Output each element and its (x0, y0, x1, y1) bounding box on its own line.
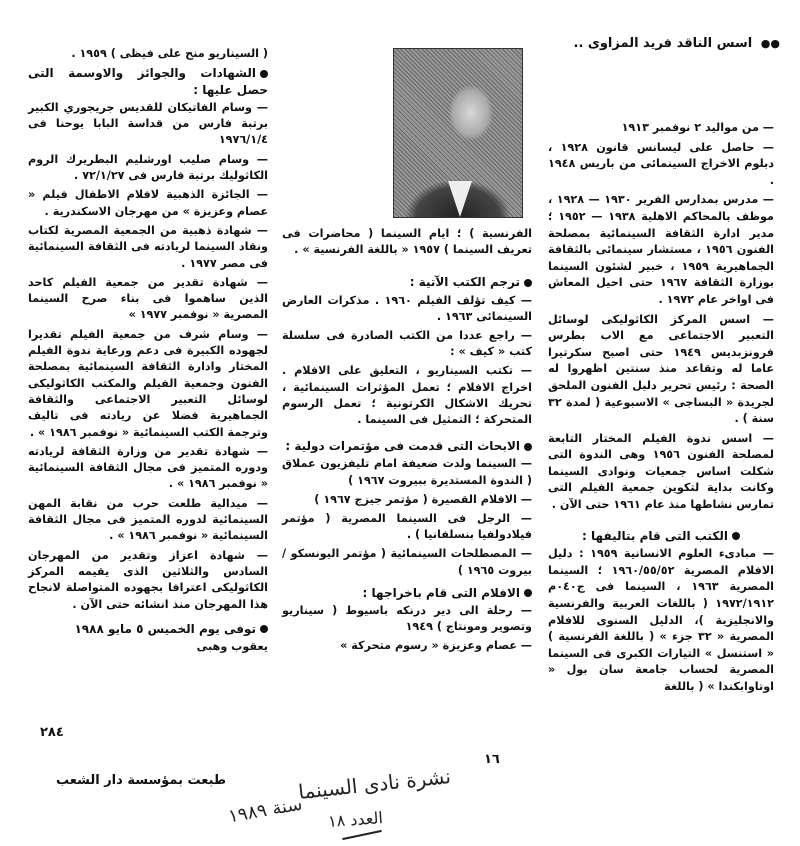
bio-item: — اسس ندوة الفيلم المختار التابعة لمصلحة الفنون ١٩٥٦ وهى الندوة التى شكلت اساس جمعيات ونوادى السينما وكانت بداية لتكوين جمعية الفيلم التى تمارس نشاطها منذ عام ١٩٦١ حتى الآن . (548, 431, 774, 512)
books-heading (548, 528, 774, 545)
award-item: — شهادة تقدير من وزارة الثقافة لريادته ودوره المتميز فى مجال الثقافة السينمائية « نوفمبر ١٩٨٦ » . (28, 444, 268, 491)
award-item: — وسام صليب اورشليم البطريرك الروم الكاثوليك برتبة فارس فى ٧٢/١/٢٧ . (28, 152, 268, 183)
bio-item: — من مواليد ٢ نوفمبر ١٩١٣ (621, 121, 774, 134)
film-item: — عصام وعزيزة « رسوم متحركة » (340, 639, 532, 653)
middle-column (282, 226, 532, 658)
handwritten-line-3: العدد ١٨ (327, 808, 384, 831)
bullet-icon (524, 443, 532, 451)
research-heading-text: الابحاث التى قدمت فى مؤتمرات دولية : (285, 439, 520, 454)
bullet-icon (732, 532, 740, 540)
bio-item: — مدرس بمدارس الفرير ١٩٣٠ — ١٩٢٨ ، موظف بالمحاكم الاهلية ١٩٣٨ — ١٩٥٢ ؛ مدير ادارة الثقافة السينمائية بمصلحة الفنون ١٩٥٦ ، مستشار سينمائى بالثقافة الجماهيرية ١٩٥٩ ، خبير لشئون السينما بوزارة الثقافة ١٩٦٧ حتى احيل المعاش فى اواخر عام ١٩٧٢ . (548, 193, 774, 306)
award-item: — شهادة اعزاز وتقدير من المهرجان السادس والثلاثين الذى يقيمه المركز الكاثوليكى اعترافا بجهوده المتواصلة لانجاح هذا المهرجان منذ انشائه حتى الآن . (28, 548, 268, 611)
left-page-number: ٢٨٤ (40, 725, 64, 740)
translation-item: — كيف تؤلف الفيلم ١٩٦٠ . مذكرات العارض السينمائى ١٩٦٣ . (282, 293, 532, 323)
award-item: — ميدالية طلعت حرب من نقابة المهن السينمائية لدوره المتميز فى مجال الثقافة السينمائية « نوفمبر ١٩٨٦ » . (28, 496, 268, 543)
article-title-text: اسس الناقد فريد المزاوى .. (573, 36, 753, 51)
right-column (548, 120, 774, 699)
page-number: ١٦ (484, 752, 500, 767)
translation-item: — تكتب السيناريو ، التعليق على الافلام . اخراج الافلام ؛ تعمل المؤثرات السينمائية ، تحريك الاشكال الكرتونية ؛ تعمل الرسوم المتحركة ؛ التمثيل فى السينما . (282, 364, 532, 427)
research-item: — السينما ولدت ضعيفة امام تليفزيون عملاق ( الندوة المستديرة ببيروت ١٩٦٧ ) (282, 457, 532, 487)
handwritten-annotation (226, 764, 468, 842)
printer-line: طبعت بمؤسسة دار الشعب (56, 773, 227, 788)
bullet-icon (260, 70, 268, 78)
bio-item: — اسس المركز الكاثوليكى لوسائل التعبير الاجتماعى مع الاب بطرس فرونزبديس ١٩٤٩ حتى اصبح سكرتيرا عاما له وتقاعد منذ سنتين اظهروا له الصحة : رئيس تحرير دليل الفنون الملحق لجريدة « البساجى » الاسبوعية ( لمدة ٣٢ سنة ) . (548, 312, 774, 426)
award-item: — وسام الفاتيكان للقديس جريجوري الكبير برتبة فارس من قداسة البابا يوحنا فى ١٩٧٦/١/٤ (28, 100, 268, 147)
article-title (550, 36, 780, 51)
portrait-photo (393, 48, 523, 218)
handwritten-line-2: سنة ١٩٨٩ (226, 793, 304, 828)
research-item: — المصطلحات السينمائية ( مؤتمر اليونسكو / بيروت ١٩٦٥ ) (282, 547, 532, 577)
research-item: — الرجل فى السينما المصرية ( مؤتمر فيلادولفيا بنسلفانيا ) . (282, 512, 532, 542)
translation-item: — راجع عددا من الكتب الصادرة فى سلسلة كتب « كيف » : (282, 329, 532, 359)
award-item: — شهادة تقدير من جمعية الفيلم كاحد الذين ساهموا فى بناء صرح السينما المصرية « نوفمبر ١٩٧٧ » (28, 275, 268, 322)
award-item: — شهادة ذهبية من الجمعية المصرية لكتاب ونقاد السينما لريادته فى الثقافة السينمائية فى مصر ١٩٧٧ . (28, 223, 268, 270)
left-column (28, 46, 268, 658)
film-item: — رحلة الى دير درنكه باسيوط ( سيناريو وتصوير ومونتاج ) ١٩٤٩ (282, 604, 532, 634)
bio-item: — حاصل على ليسانس قانون ١٩٢٨ ، دبلوم الاخراج السينمائى من باريس ١٩٤٨ . (548, 140, 774, 187)
awards-heading (28, 65, 268, 98)
death-note (28, 621, 268, 637)
handwritten-underline (342, 830, 382, 840)
research-heading (282, 438, 532, 454)
death-note-text: توفى يوم الخميس ٥ مايو ١٩٨٨ (74, 621, 256, 636)
award-item: — الجائزة الذهبية لافلام الاطفال فيلم « عصام وعزيزة » من مهرجان الاسكندرية . (28, 188, 268, 218)
research-item: — الافلام القصيرة ( مؤتمر جيزج ١٩٦٧ ) (314, 492, 532, 506)
left-top-text: ( السيناريو منح على فيظى ) ١٩٥٩ . (71, 47, 268, 60)
bullet-icon (524, 589, 532, 597)
bullet-icon (524, 279, 532, 287)
award-item: — وسام شرف من جمعية الفيلم تقديرا لجهوده الكبيرة فى دعم ورعاية ندوة الفيلم المختار وادارة الثقافة السينمائية بمصلحة الفنون وجمعية الفيلم والمكتب الكاثوليكى لوسائل التعبير الاجتماعى والثقافة الجماهيرية فضلا عن ريادته فى تاليف وترجمة الكتب السينمائية « نوفمبر ١٩٨٦ » . (28, 327, 268, 439)
translation-heading-text: ترجم الكتب الآتية : (409, 275, 520, 290)
books-text: — مبادىء العلوم الانسانية ١٩٥٩ : دليل الافلام المصرية ١٩٦٠/٥٥/٥٢ ؛ السينما المصرية ١٩٦٣ ، السينما فى ج٠٤٠م ١٩٧٢/١٩١٢ ( باللغات العربية والفرنسية والانجليزية )، الدليل السنوى للافلام المصرية « ٣٢ جزء » ( باللغة الفرنسية ) « استنسل » التيارات الكبرى فى السينما المصرية لحساب جامعة سان بول « اوتاوابكندا » ( باللغة (548, 547, 774, 693)
handwritten-line-1: نشرة نادى السينما (297, 764, 452, 804)
portrait-shirt (448, 181, 472, 217)
awards-heading-text: الشهادات والجوائز والاوسمة التى حصل عليها : (28, 66, 268, 97)
middle-top-text: الفرنسية ) ؛ ايام السينما ( محاضرات فى تعريف السينما ) ١٩٥٧ « باللغة الفرنسية » . (282, 227, 532, 257)
signature: يعقوب وهبى (196, 640, 268, 654)
films-heading-text: الافلام التى قام باخراجها : (362, 585, 520, 600)
books-heading-text: الكتب التى قام بتاليفها : (582, 528, 728, 543)
bullet-icon (260, 625, 268, 633)
bullet-dots-icon: ●● (760, 37, 780, 50)
films-heading (282, 585, 532, 601)
translation-heading (282, 274, 532, 290)
